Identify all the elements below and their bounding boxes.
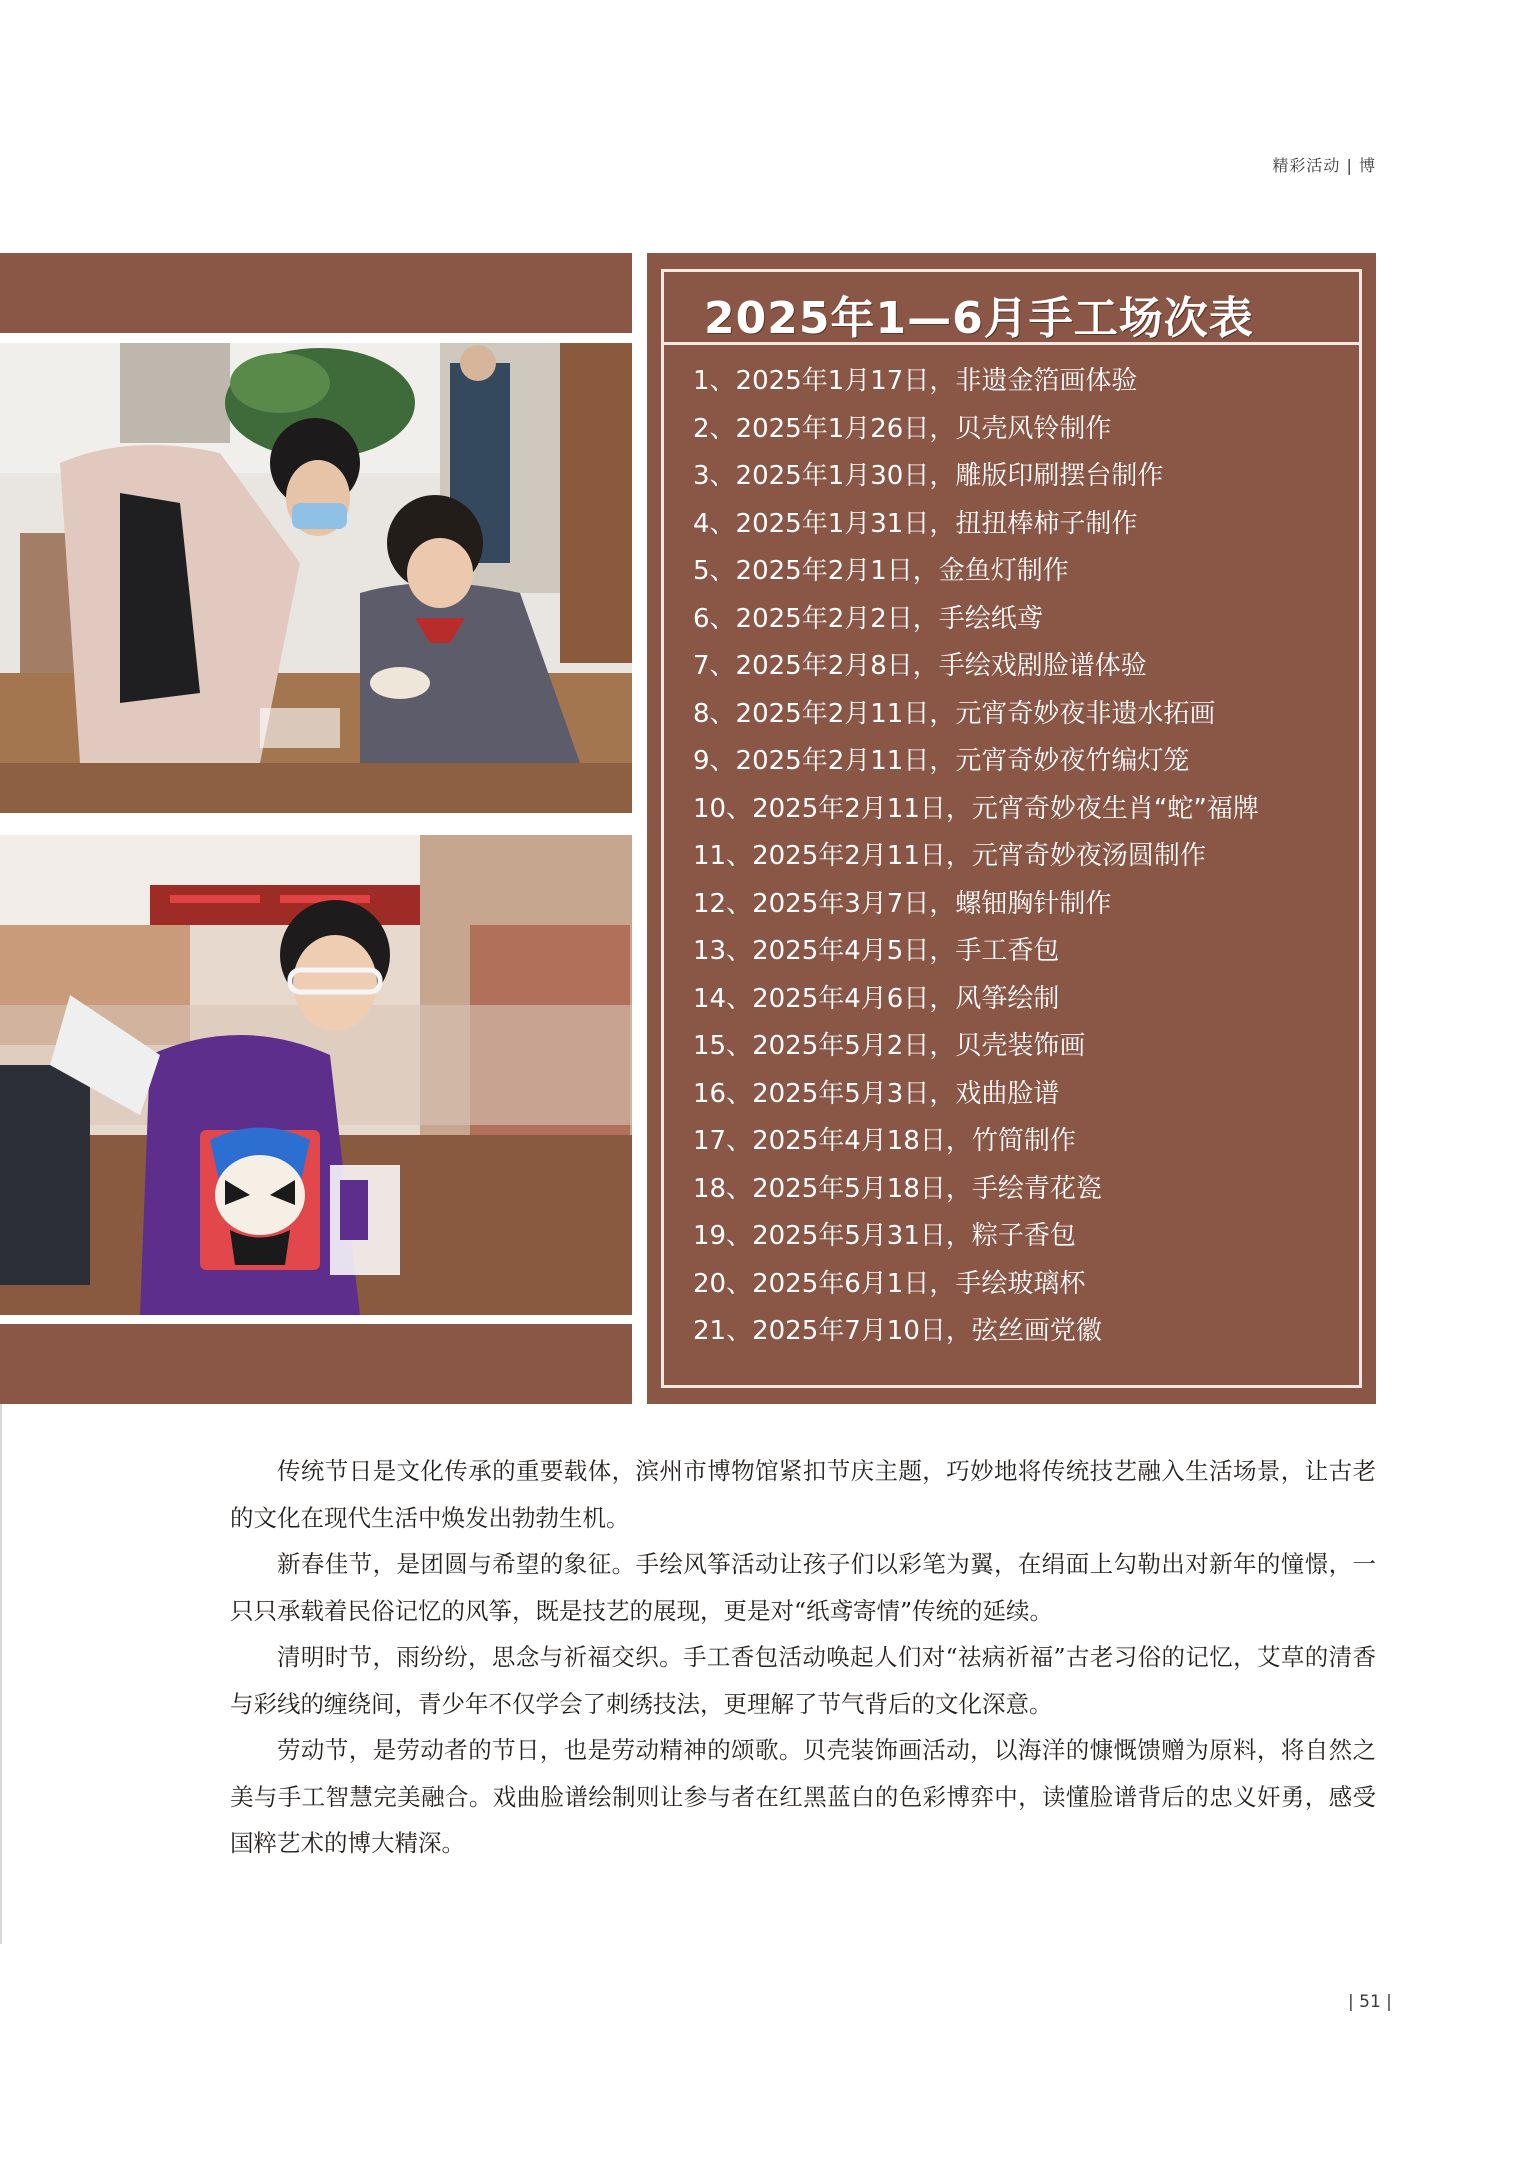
schedule-item: 3、2025年1月30日，雕版印刷摆台制作 (693, 461, 1164, 491)
schedule-item: 14、2025年4月6日，风筝绘制 (693, 983, 1060, 1014)
schedule-item: 1、2025年1月17日，非遗金箔画体验 (693, 366, 1138, 396)
schedule-title: 2025年1—6月手工场次表 (704, 293, 1254, 344)
schedule-item: 8、2025年2月11日，元宵奇妙夜非遗水拓画 (693, 698, 1216, 729)
schedule-item: 20、2025年6月1日，手绘玻璃杯 (693, 1268, 1086, 1299)
schedule-list (693, 358, 1259, 1356)
schedule-item: 21、2025年7月10日，弦丝画党徽 (693, 1316, 1102, 1346)
decorative-band-bottom (0, 1324, 632, 1404)
schedule-item: 19、2025年5月31日，粽子香包 (693, 1221, 1076, 1251)
paragraph: 新春佳节，是团圆与希望的象征。手绘风筝活动让孩子们以彩笔为翼，在绢面上勾勒出对新年的憧憬，一只只承载着民俗记忆的风筝，既是技艺的展现，更是对“纸鸢寄情”传统的延续。 (230, 1550, 1376, 1625)
photo-instructor-and-girl (0, 343, 632, 813)
article-body (230, 1448, 1376, 1867)
schedule-item: 6、2025年2月2日，手绘纸鸢 (693, 603, 1043, 634)
schedule-item: 17、2025年4月18日，竹简制作 (693, 1126, 1076, 1156)
page-number: | 51 | (1348, 1992, 1392, 2012)
schedule-item: 13、2025年4月5日，手工香包 (693, 936, 1060, 966)
schedule-title-bar (664, 272, 1359, 345)
schedule-item: 11、2025年2月11日，元宵奇妙夜汤圆制作 (693, 841, 1206, 871)
schedule-item: 9、2025年2月11日，元宵奇妙夜竹编灯笼 (693, 746, 1190, 776)
schedule-item: 2、2025年1月26日，贝壳风铃制作 (693, 413, 1112, 444)
schedule-item: 15、2025年5月2日，贝壳装饰画 (693, 1031, 1086, 1061)
schedule-panel (647, 253, 1376, 1404)
schedule-item: 4、2025年1月31日，扭扭棒柿子制作 (693, 508, 1138, 539)
paragraph: 清明时节，雨纷纷，思念与祈福交织。手工香包活动唤起人们对“祛病祈福”古老习俗的记忆，艾草的清香与彩线的缠绕间，青少年不仅学会了刺绣技法，更理解了节气背后的文化深意。 (230, 1643, 1376, 1718)
decorative-band-top (0, 253, 632, 333)
schedule-item: 5、2025年2月1日，金鱼灯制作 (693, 556, 1069, 586)
schedule-item: 16、2025年5月3日，戏曲脸谱 (693, 1078, 1060, 1109)
schedule-item: 7、2025年2月8日，手绘戏剧脸谱体验 (693, 651, 1147, 681)
schedule-item: 18、2025年5月18日，手绘青花瓷 (693, 1173, 1102, 1204)
schedule-item: 12、2025年3月7日，螺钿胸针制作 (693, 888, 1112, 919)
schedule-item: 10、2025年2月11日，元宵奇妙夜生肖“蛇”福牌 (693, 793, 1259, 824)
section-header: 精彩活动 | 博 (1272, 156, 1376, 175)
margin-rule (0, 1404, 2, 1944)
paragraph: 传统节日是文化传承的重要载体，滨州市博物馆紧扣节庆主题，巧妙地将传统技艺融入生活场景，让古老的文化在现代生活中焕发出勃勃生机。 (230, 1457, 1376, 1532)
photo-boy-with-opera-mask (0, 835, 632, 1315)
paragraph: 劳动节，是劳动者的节日，也是劳动精神的颂歌。贝壳装饰画活动，以海洋的慷慨馈赠为原料，将自然之美与手工智慧完美融合。戏曲脸谱绘制则让参与者在红黑蓝白的色彩博弈中，读懂脸谱背后的忠义奸勇，感受国粹艺术的博大精深。 (230, 1736, 1376, 1857)
